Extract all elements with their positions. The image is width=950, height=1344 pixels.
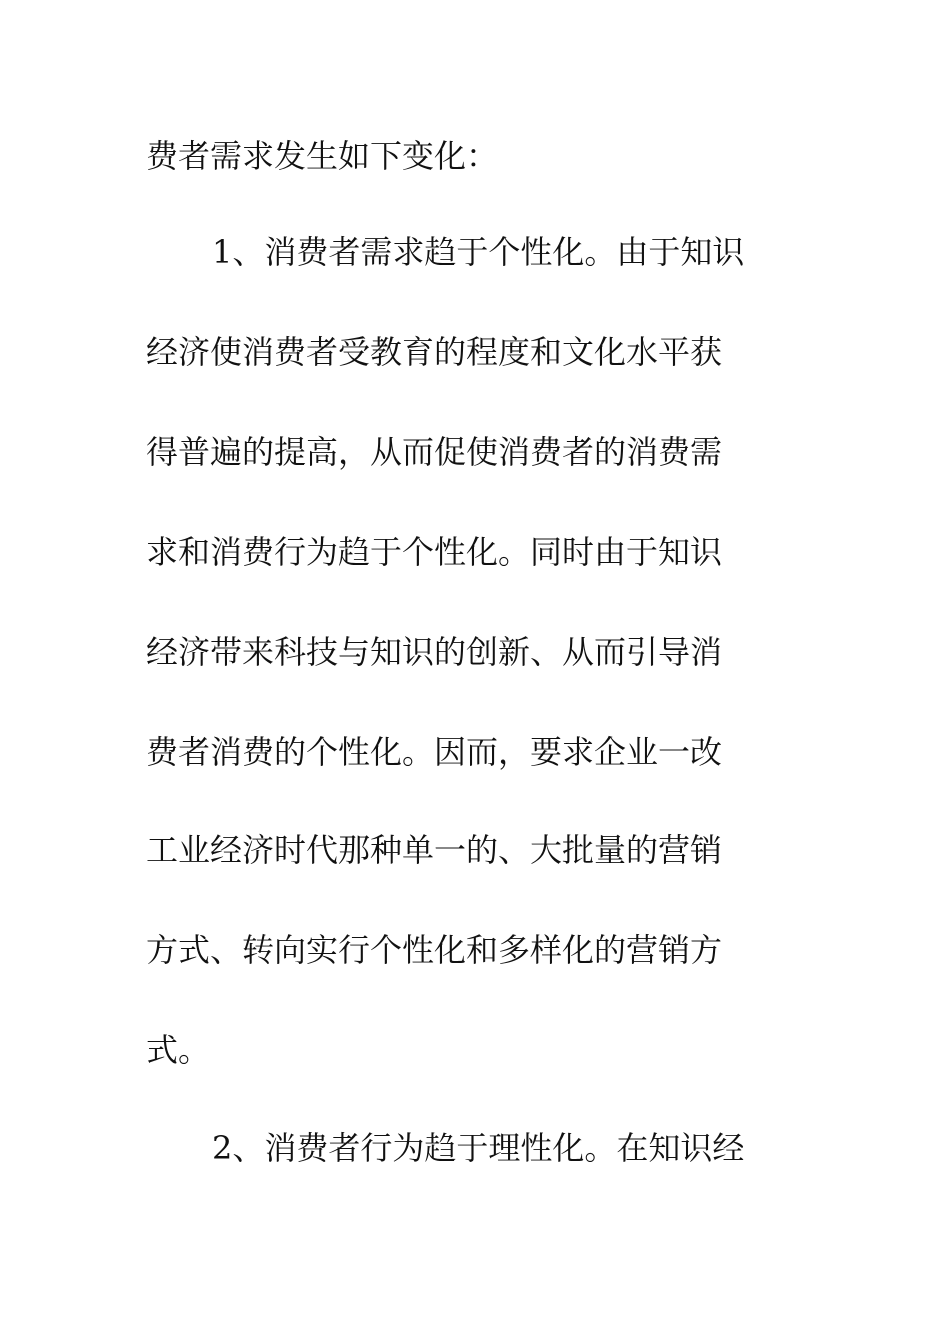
text-line-3: 经济使消费者受教育的程度和文化水平获 — [146, 333, 723, 371]
text-line-11: 2、消费者行为趋于理性化。在知识经 — [212, 1129, 745, 1167]
text-line-7: 费者消费的个性化。因而，要求企业一改 — [146, 733, 723, 771]
text-line-9: 方式、转向实行个性化和多样化的营销方 — [146, 931, 723, 969]
text-line-5: 求和消费行为趋于个性化。同时由于知识 — [146, 533, 723, 571]
text-line-8: 工业经济时代那种单一的、大批量的营销 — [146, 831, 723, 869]
text-line-10: 式。 — [146, 1031, 211, 1069]
text-line-6: 经济带来科技与知识的创新、从而引导消 — [146, 633, 723, 671]
text-line-4: 得普遍的提高，从而促使消费者的消费需 — [146, 433, 723, 471]
text-line-1: 费者需求发生如下变化： — [146, 137, 499, 175]
text-line-2: 1、消费者需求趋于个性化。由于知识 — [212, 233, 745, 271]
